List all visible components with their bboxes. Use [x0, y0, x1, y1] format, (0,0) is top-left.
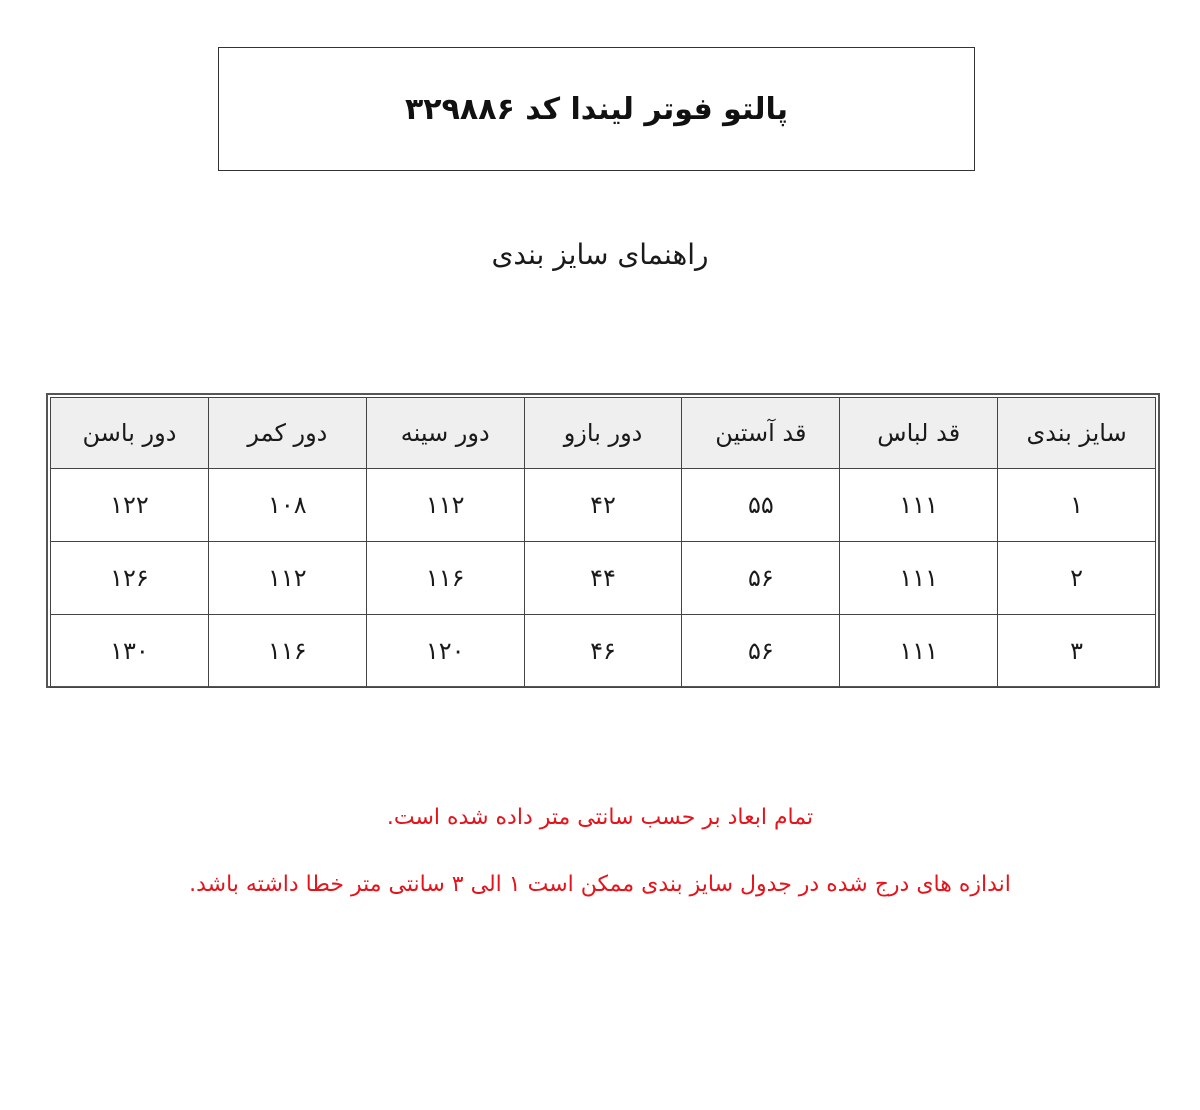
- size-table-frame: [46, 393, 1160, 688]
- table-row: [51, 542, 1156, 615]
- table-header-row: [51, 398, 1156, 469]
- table-cell: ۱۱۱: [840, 542, 998, 615]
- tolerance-note: اندازه های درج شده در جدول سایز بندی ممکن است ۱ الی ۳ سانتی متر خطا داشته باشد.: [189, 872, 1011, 897]
- table-cell: ۵۵: [682, 469, 840, 542]
- table-cell: ۵۶: [682, 542, 840, 615]
- table-row: [51, 615, 1156, 688]
- table-cell: ۱۱۶: [208, 615, 366, 688]
- table-cell: ۳: [998, 615, 1156, 688]
- table-cell: ۱۱۱: [840, 469, 998, 542]
- table-cell: ۱۰۸: [208, 469, 366, 542]
- header-chest-circumference: دور سینه: [366, 398, 524, 469]
- table-cell: ۱۲۲: [51, 469, 209, 542]
- header-waist-circumference: دور کمر: [208, 398, 366, 469]
- table-cell: ۴۲: [524, 469, 682, 542]
- table-cell: ۴۶: [524, 615, 682, 688]
- title-box: [218, 47, 975, 171]
- units-note: تمام ابعاد بر حسب سانتی متر داده شده است.: [386, 805, 814, 830]
- table-cell: ۱: [998, 469, 1156, 542]
- table-cell: ۱۲۰: [366, 615, 524, 688]
- table-cell: ۱۲۶: [51, 542, 209, 615]
- header-size: سایز بندی: [998, 398, 1156, 469]
- table-cell: ۱۱۶: [366, 542, 524, 615]
- page-title: پالتو فوتر لیندا کد ۳۲۹۸۸۶: [404, 91, 789, 127]
- header-arm-circumference: دور بازو: [524, 398, 682, 469]
- header-garment-length: قد لباس: [840, 398, 998, 469]
- header-hip-circumference: دور باسن: [51, 398, 209, 469]
- table-cell: ۱۱۱: [840, 615, 998, 688]
- table-cell: ۱۳۰: [51, 615, 209, 688]
- table-cell: ۵۶: [682, 615, 840, 688]
- table-cell: ۱۱۲: [366, 469, 524, 542]
- header-sleeve-length: قد آستین: [682, 398, 840, 469]
- table-cell: ۲: [998, 542, 1156, 615]
- table-row: [51, 469, 1156, 542]
- size-guide-heading: راهنمای سایز بندی: [491, 238, 709, 271]
- table-cell: ۱۱۲: [208, 542, 366, 615]
- size-table: [50, 397, 1156, 688]
- table-cell: ۴۴: [524, 542, 682, 615]
